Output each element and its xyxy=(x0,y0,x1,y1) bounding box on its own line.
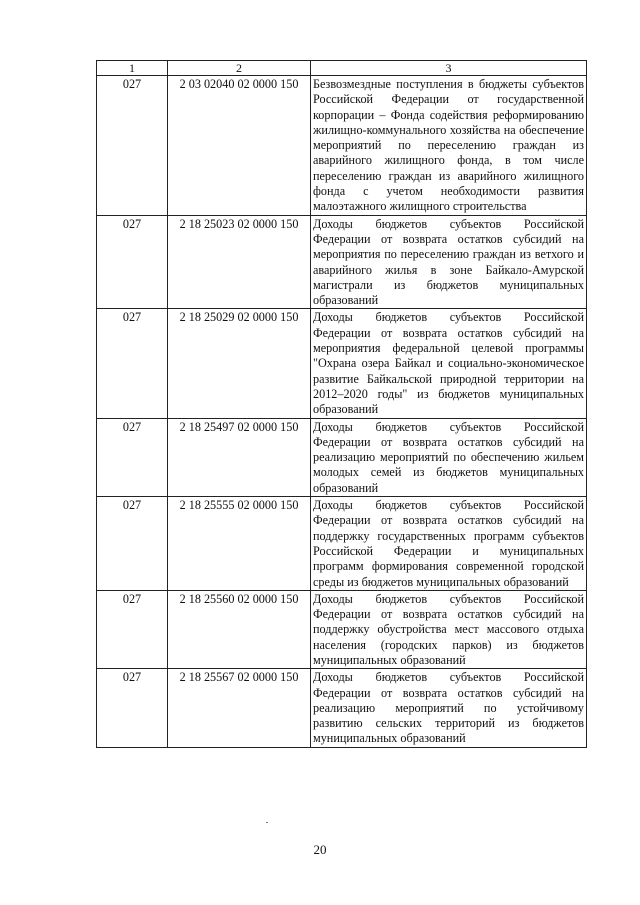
income-description-cell: Доходы бюджетов субъектов Российской Федерации от возврата остатков субсидий на мероприятия федеральной целевой программы "Охрана озера Байкал и социально-экономическое развитие Байкальской природной территории на 2012–2020 годы" из бюджетов муниципальных образований xyxy=(311,309,587,418)
income-description-cell: Доходы бюджетов субъектов Российской Федерации от возврата остатков субсидий на поддержку государственных программ субъектов Российской Федерации и муниципальных программ формирования современной городской среды из бюджетов муниципальных образований xyxy=(311,497,587,591)
table-row xyxy=(97,669,587,747)
administrator-code-cell: 027 xyxy=(97,418,168,496)
page-number: 20 xyxy=(313,842,327,857)
administrator-code-cell: 027 xyxy=(97,590,168,668)
table-row xyxy=(97,497,587,591)
budget-classification-code-cell: 2 03 02040 02 0000 150 xyxy=(168,76,311,216)
budget-classification-code-cell: 2 18 25497 02 0000 150 xyxy=(168,418,311,496)
budget-classification-code-cell: 2 18 25560 02 0000 150 xyxy=(168,590,311,668)
administrator-code-cell: 027 xyxy=(97,669,168,747)
table-row xyxy=(97,590,587,668)
administrator-code-cell: 027 xyxy=(97,309,168,418)
administrator-code-cell: 027 xyxy=(97,215,168,309)
column-header-1: 1 xyxy=(97,61,168,76)
column-header-3: 3 xyxy=(311,61,587,76)
table-row xyxy=(97,309,587,418)
income-description-cell: Доходы бюджетов субъектов Российской Федерации от возврата остатков субсидий на поддержку обустройства мест массового отдыха населения (городских парков) из бюджетов муниципальных образований xyxy=(311,590,587,668)
income-codes-table xyxy=(96,60,587,748)
income-description-cell: Доходы бюджетов субъектов Российской Федерации от возврата остатков субсидий на реализацию мероприятий по обеспечению жильем молодых семей из бюджетов муниципальных образований xyxy=(311,418,587,496)
column-header-2: 2 xyxy=(168,61,311,76)
table-row xyxy=(97,76,587,216)
table-row xyxy=(97,418,587,496)
scan-speck xyxy=(266,822,268,823)
budget-classification-code-cell: 2 18 25555 02 0000 150 xyxy=(168,497,311,591)
table-header-row xyxy=(97,61,587,76)
budget-classification-code-cell: 2 18 25567 02 0000 150 xyxy=(168,669,311,747)
budget-classification-code-cell: 2 18 25029 02 0000 150 xyxy=(168,309,311,418)
income-description-cell: Доходы бюджетов субъектов Российской Федерации от возврата остатков субсидий на реализацию мероприятий по устойчивому развитию сельских территорий из бюджетов муниципальных образований xyxy=(311,669,587,747)
administrator-code-cell: 027 xyxy=(97,76,168,216)
administrator-code-cell: 027 xyxy=(97,497,168,591)
income-description-cell: Доходы бюджетов субъектов Российской Федерации от возврата остатков субсидий на мероприятия по переселению граждан из ветхого и аварийного жилья в зоне Байкало-Амурской магистрали из бюджетов муниципальных образований xyxy=(311,215,587,309)
income-description-cell: Безвозмездные поступления в бюджеты субъектов Российской Федерации от государственной корпорации – Фонда содействия реформированию жилищно-коммунального хозяйства на обеспечение мероприятий по переселению граждан из аварийного жилищного фонда, в том числе переселению граждан из аварийного жилищного фонда с учетом необходимости развития малоэтажного жилищного строительства xyxy=(311,76,587,216)
budget-classification-code-cell: 2 18 25023 02 0000 150 xyxy=(168,215,311,309)
table-row xyxy=(97,215,587,309)
